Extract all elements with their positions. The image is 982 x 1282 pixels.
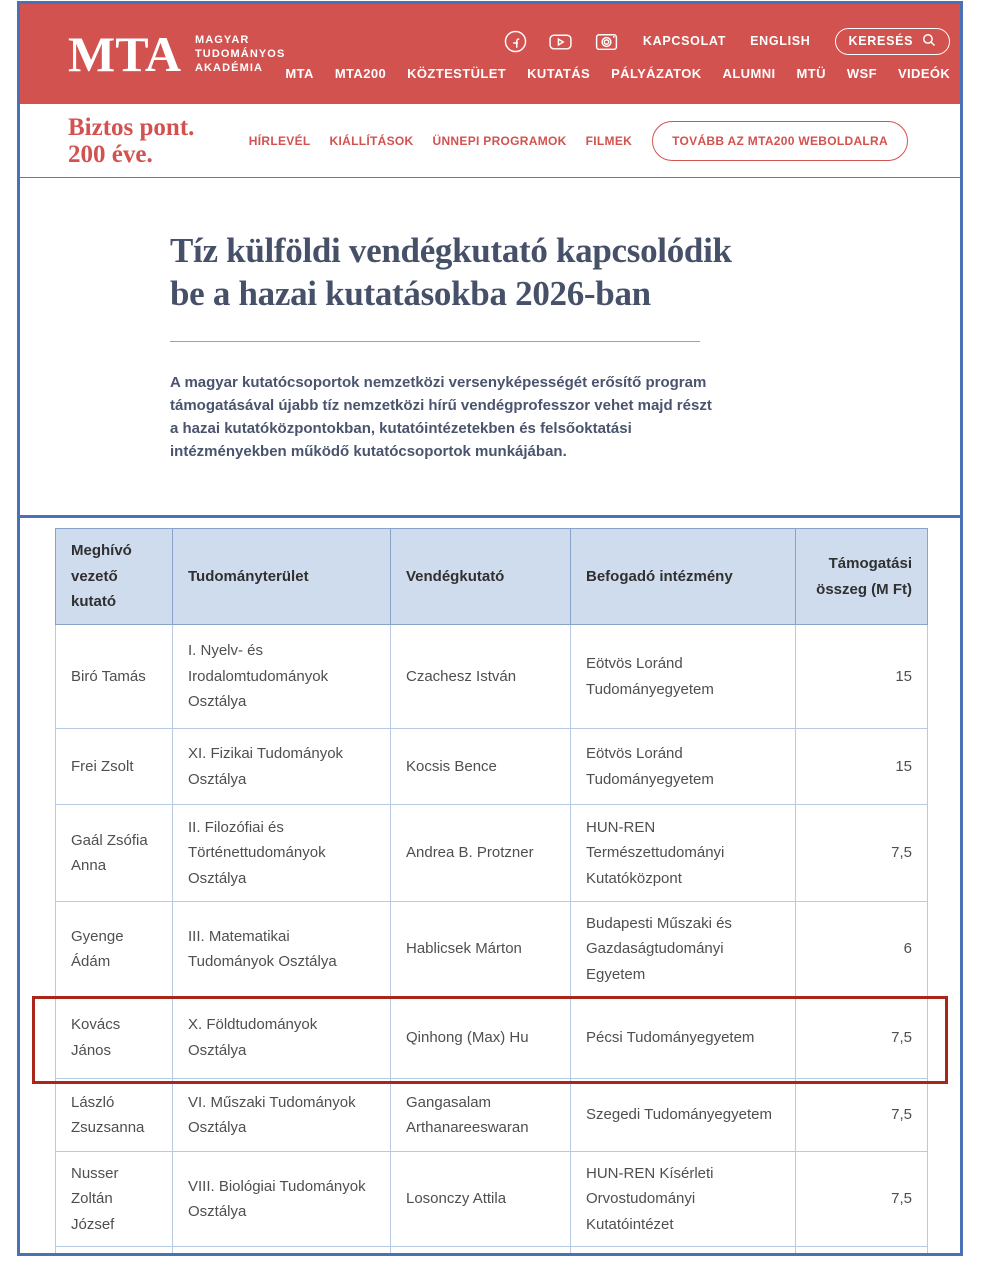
cell-institution: Szegedi Tudományegyetem bbox=[571, 1079, 796, 1152]
cell-guest: Gangasalam Arthanareeswaran bbox=[391, 1079, 571, 1152]
cell-guest: Losonczy Attila bbox=[391, 1152, 571, 1247]
top-section bbox=[20, 4, 960, 518]
table-row bbox=[56, 902, 928, 997]
cell-guest: Kocsis Bence bbox=[391, 729, 571, 805]
cell-institution: Eötvös Loránd Tudományegyetem bbox=[571, 625, 796, 729]
page-title: Tíz külföldi vendégkutató kapcsolódik be a hazai kutatásokba 2026-ban bbox=[170, 231, 732, 313]
cell-amount: 7,5 bbox=[796, 805, 928, 902]
social-links bbox=[504, 30, 619, 53]
main-nav-link[interactable]: VIDEÓK bbox=[897, 65, 951, 81]
cell-researcher: Kovács János bbox=[56, 997, 173, 1079]
mta200-bar bbox=[20, 104, 960, 178]
site-header bbox=[20, 4, 960, 104]
main-nav-link[interactable]: WSF bbox=[846, 65, 877, 81]
search-label: KERESÉS bbox=[848, 34, 914, 48]
utility-row bbox=[504, 28, 950, 55]
table-row bbox=[56, 1152, 928, 1247]
main-nav-link[interactable]: KÖZTESTÜLET bbox=[407, 65, 507, 81]
table-row bbox=[56, 1079, 928, 1152]
search-button[interactable] bbox=[835, 28, 951, 55]
mta200-nav-link[interactable]: KIÁLLÍTÁSOK bbox=[329, 133, 414, 148]
logo-acronym: MTA bbox=[68, 25, 181, 82]
col-header-amount: Támogatási összeg (M Ft) bbox=[796, 529, 928, 625]
article-header bbox=[20, 178, 960, 517]
mta200-right bbox=[249, 121, 908, 161]
title-divider bbox=[170, 341, 700, 342]
table-row bbox=[56, 805, 928, 902]
cell-amount: 7,5 bbox=[796, 1079, 928, 1152]
cell-researcher: Frei Zsolt bbox=[56, 729, 173, 805]
cell-institution: Eötvös Loránd Tudományegyetem bbox=[571, 729, 796, 805]
cell-researcher: Nusser Zoltán József bbox=[56, 1152, 173, 1247]
mta200-nav-link[interactable]: FILMEK bbox=[585, 133, 633, 148]
cell-guest: Qinhong (Max) Hu bbox=[391, 997, 571, 1079]
cell-field: VIII. Biológiai Tudományok Osztálya bbox=[173, 1152, 391, 1247]
cell-guest: Czachesz István bbox=[391, 625, 571, 729]
main-nav-link[interactable]: MTA200 bbox=[334, 65, 387, 81]
cell-guest: Andrea B. Protzner bbox=[391, 805, 571, 902]
cell-amount: 6 bbox=[796, 902, 928, 997]
cell-amount: 7,5 bbox=[796, 997, 928, 1079]
cell-researcher: Biró Tamás bbox=[56, 625, 173, 729]
table-head bbox=[56, 529, 928, 625]
table-row bbox=[56, 997, 928, 1079]
table-row bbox=[56, 729, 928, 805]
cell-researcher: Gaál Zsófia Anna bbox=[56, 805, 173, 902]
main-nav-link[interactable]: PÁLYÁZATOK bbox=[611, 65, 702, 81]
utility-link[interactable]: KAPCSOLAT bbox=[642, 34, 727, 48]
cell-field: X. Földtudományok Osztálya bbox=[173, 997, 391, 1079]
cell-institution: HUN-REN Természettudományi Kutatóközpont bbox=[571, 805, 796, 902]
cell-institution: HUN-REN Kísérleti Orvostudományi Kutatóintézet bbox=[571, 1152, 796, 1247]
camera-icon[interactable] bbox=[594, 30, 619, 53]
table-partial-row bbox=[56, 1247, 928, 1257]
cell-amount: 15 bbox=[796, 625, 928, 729]
main-nav bbox=[285, 66, 950, 81]
utility-link[interactable]: ENGLISH bbox=[750, 34, 811, 48]
utility-links bbox=[643, 34, 811, 48]
facebook-icon[interactable] bbox=[504, 30, 527, 53]
main-nav-link[interactable]: KUTATÁS bbox=[527, 65, 591, 81]
cell-institution: Pécsi Tudományegyetem bbox=[571, 997, 796, 1079]
main-nav-link[interactable]: ALUMNI bbox=[722, 65, 776, 81]
header-right bbox=[285, 28, 950, 81]
grants-table bbox=[55, 528, 928, 1256]
cell-field: I. Nyelv- és Irodalomtudományok Osztálya bbox=[173, 625, 391, 729]
youtube-icon[interactable] bbox=[548, 30, 573, 53]
cell-field: II. Filozófiai és Történettudományok Osztálya bbox=[173, 805, 391, 902]
main-nav-link[interactable]: MTÜ bbox=[796, 65, 826, 81]
col-header-institution: Befogadó intézmény bbox=[571, 529, 796, 625]
cell-researcher: Gyenge Ádám bbox=[56, 902, 173, 997]
logo-name: MAGYAR TUDOMÁNYOS AKADÉMIA bbox=[194, 33, 286, 75]
mta200-nav-link[interactable]: HÍRLEVÉL bbox=[248, 133, 311, 148]
cell-field: III. Matematikai Tudományok Osztálya bbox=[173, 902, 391, 997]
search-icon bbox=[922, 33, 936, 50]
mta200-cta-button[interactable]: TOVÁBB AZ MTA200 WEBOLDALRA bbox=[652, 121, 908, 161]
cell-amount: 7,5 bbox=[796, 1152, 928, 1247]
cell-field: XI. Fizikai Tudományok Osztálya bbox=[173, 729, 391, 805]
page-frame bbox=[17, 1, 963, 1256]
col-header-researcher: Meghívó vezető kutató bbox=[56, 529, 173, 625]
col-header-field: Tudományterület bbox=[173, 529, 391, 625]
cell-amount: 15 bbox=[796, 729, 928, 805]
grants-table-wrap bbox=[55, 528, 960, 1256]
cell-guest: Hablicsek Márton bbox=[391, 902, 571, 997]
table-header-row bbox=[56, 529, 928, 625]
table-row-clipped bbox=[56, 1247, 928, 1257]
cell-institution: Budapesti Műszaki és Gazdaságtudományi Egyetem bbox=[571, 902, 796, 997]
article-lead: A magyar kutatócsoportok nemzetközi versenyképességét erősítő program támogatásával újabb tíz nemzetközi hírű vendégprofesszor vehet majd részt a hazai kutatóközpontokban, kutatóintézetekben és felsőoktatási intézményekben működő kutatócsoportok munkájában. bbox=[170, 374, 712, 460]
cell-researcher: László Zsuzsanna bbox=[56, 1079, 173, 1152]
mta200-nav-link[interactable]: ÜNNEPI PROGRAMOK bbox=[432, 133, 567, 148]
table-row bbox=[56, 625, 928, 729]
mta200-nav bbox=[249, 134, 632, 148]
main-nav-link[interactable]: MTA bbox=[285, 65, 314, 81]
col-header-guest: Vendégkutató bbox=[391, 529, 571, 625]
cell-field: VI. Műszaki Tudományok Osztálya bbox=[173, 1079, 391, 1152]
table-body bbox=[56, 625, 928, 1247]
mta-logo[interactable] bbox=[68, 25, 286, 82]
mta200-tagline: Biztos pont. 200 éve. bbox=[68, 113, 195, 168]
